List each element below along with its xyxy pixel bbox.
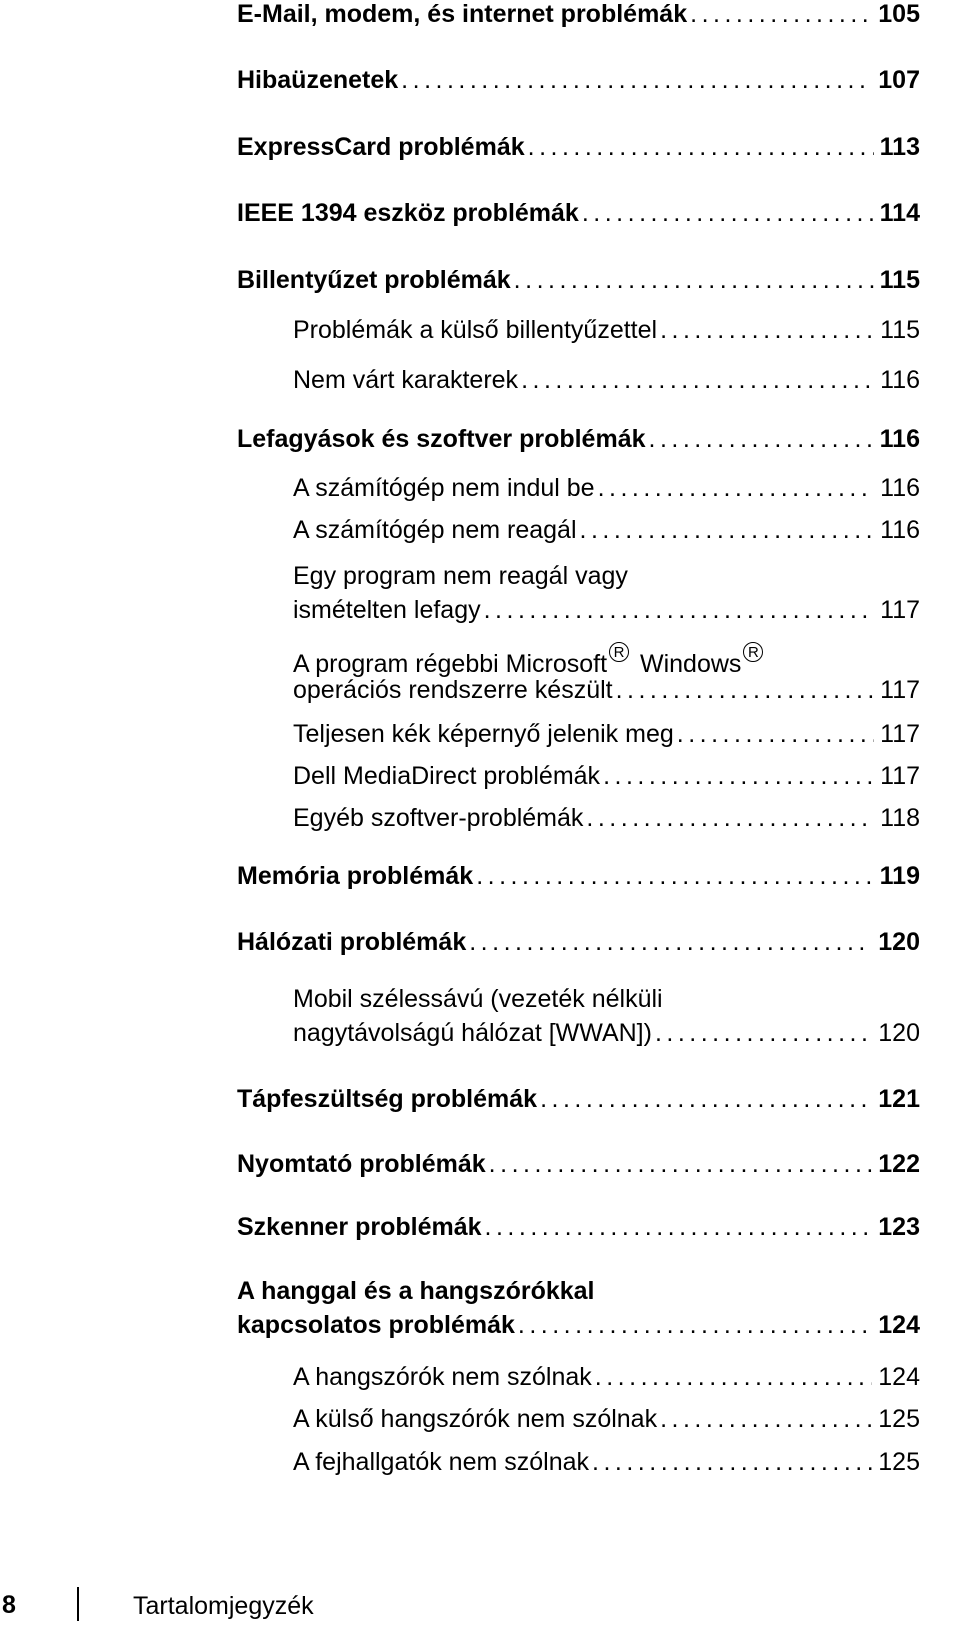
dot-leader	[540, 1085, 872, 1114]
dot-leader	[514, 266, 874, 295]
toc-subentry[interactable]	[293, 720, 920, 749]
toc-entry[interactable]	[237, 1311, 920, 1340]
toc-entry-title: E-Mail, modem, és internet problémák	[237, 0, 688, 28]
toc-entry-title: Problémák a külső billentyűzettel	[293, 316, 658, 344]
dot-leader	[598, 474, 875, 503]
toc-entry[interactable]	[237, 928, 920, 957]
toc-entry-title: ismételten lefagy	[293, 596, 481, 624]
toc-subentry-first-line: Egy program nem reagál vagy	[293, 562, 628, 590]
toc-entry-page: 114	[879, 199, 920, 227]
dot-leader	[489, 1150, 873, 1179]
toc-entry-page: 124	[878, 1311, 920, 1339]
toc-entry-page: 123	[878, 1213, 920, 1241]
microsoft-text: A program régebbi Microsoft	[293, 650, 608, 678]
toc-entry-title: A számítógép nem reagál	[293, 516, 577, 544]
dot-leader	[469, 928, 872, 957]
toc-entry[interactable]	[237, 133, 920, 162]
toc-entry-page: 117	[880, 762, 920, 790]
toc-entry[interactable]	[237, 266, 920, 295]
toc-entry-page: 120	[878, 928, 920, 956]
toc-entry-title: A számítógép nem indul be	[293, 474, 595, 502]
toc-entry-title: IEEE 1394 eszköz problémák	[237, 199, 579, 227]
dot-leader	[592, 1448, 872, 1477]
page-footer	[0, 1587, 960, 1627]
dot-leader	[677, 720, 874, 749]
dot-leader	[401, 66, 872, 95]
toc-subentry[interactable]	[293, 1363, 920, 1392]
toc-entry-page: 124	[878, 1363, 920, 1391]
toc-entry-page: 113	[879, 133, 920, 161]
toc-subentry[interactable]	[293, 676, 920, 705]
dot-leader	[476, 862, 873, 891]
dot-leader	[586, 804, 874, 833]
toc-subentry[interactable]	[293, 316, 920, 345]
dot-leader	[660, 1405, 872, 1434]
toc-entry-title: Dell MediaDirect problémák	[293, 762, 601, 790]
toc-entry[interactable]	[237, 1150, 920, 1179]
footer-divider	[77, 1587, 79, 1621]
toc-entry-title: Tápfeszültség problémák	[237, 1085, 538, 1113]
registered-mark: R	[609, 642, 629, 662]
toc-subentry[interactable]	[293, 596, 920, 625]
toc-entry-title: Nyomtató problémák	[237, 1150, 486, 1178]
toc-entry-page: 119	[879, 862, 920, 890]
toc-entry-title: A külső hangszórók nem szólnak	[293, 1405, 658, 1433]
toc-entry-page: 120	[878, 1019, 920, 1047]
dot-leader	[485, 1213, 873, 1242]
toc-entry-page: 116	[880, 366, 920, 394]
windows-text: Windows	[639, 650, 742, 678]
toc-entry-page: 107	[878, 66, 920, 94]
dot-leader	[690, 0, 872, 29]
toc-entry-page: 118	[880, 804, 920, 832]
dot-leader	[484, 596, 875, 625]
toc-subentry[interactable]	[293, 474, 920, 503]
toc-subentry-first-line: Mobil szélessávú (vezeték nélküli	[293, 985, 663, 1013]
toc-entry-title: Hibaüzenetek	[237, 66, 399, 94]
dot-leader	[580, 516, 875, 545]
toc-entry-first-line: A hanggal és a hangszórókkal	[237, 1277, 595, 1305]
toc-subentry-first-line	[293, 642, 767, 679]
toc-entry-page: 117	[880, 720, 920, 748]
toc-entry[interactable]	[237, 1085, 920, 1114]
dot-leader	[595, 1363, 873, 1392]
dot-leader	[655, 1019, 872, 1048]
toc-entry[interactable]	[237, 66, 920, 95]
toc-entry-title: nagytávolságú hálózat [WWAN])	[293, 1019, 652, 1047]
toc-entry[interactable]	[237, 0, 920, 29]
toc-entry-title: Teljesen kék képernyő jelenik meg	[293, 720, 674, 748]
toc-entry-title: Egyéb szoftver-problémák	[293, 804, 584, 832]
toc-subentry[interactable]	[293, 1019, 920, 1048]
toc-entry[interactable]	[237, 199, 920, 228]
toc-entry-page: 125	[878, 1448, 920, 1476]
toc-entry-page: 105	[878, 0, 920, 28]
toc-entry-title: Nem várt karakterek	[293, 366, 519, 394]
toc-entry-page: 116	[880, 516, 920, 544]
toc-subentry[interactable]	[293, 1448, 920, 1477]
toc-entry[interactable]	[237, 425, 920, 454]
dot-leader	[528, 133, 874, 162]
dot-leader	[521, 366, 874, 395]
toc-entry-page: 121	[878, 1085, 920, 1113]
toc-entry-title: Lefagyások és szoftver problémák	[237, 425, 646, 453]
registered-mark: R	[743, 642, 763, 662]
toc-entry-page: 116	[879, 425, 920, 453]
toc-entry-title: Szkenner problémák	[237, 1213, 482, 1241]
toc-subentry[interactable]	[293, 516, 920, 545]
toc-entry-title: Billentyűzet problémák	[237, 266, 511, 294]
dot-leader	[582, 199, 874, 228]
toc-entry-page: 122	[878, 1150, 920, 1178]
toc-entry[interactable]	[237, 1213, 920, 1242]
footer-section-label: Tartalomjegyzék	[133, 1592, 314, 1620]
toc-subentry[interactable]	[293, 762, 920, 791]
toc-entry-page: 116	[880, 474, 920, 502]
toc-entry-title: A fejhallgatók nem szólnak	[293, 1448, 590, 1476]
toc-entry-page: 115	[880, 316, 920, 344]
toc-entry-title: ExpressCard problémák	[237, 133, 525, 161]
toc-entry-title: operációs rendszerre készült	[293, 676, 613, 704]
toc-subentry[interactable]	[293, 366, 920, 395]
page-number: 8	[2, 1591, 16, 1619]
dot-leader	[649, 425, 874, 454]
toc-entry-page: 117	[880, 596, 920, 624]
toc-entry-title: kapcsolatos problémák	[237, 1311, 515, 1339]
dot-leader	[660, 316, 874, 345]
toc-entry-page: 115	[879, 266, 920, 294]
toc-entry-title: Memória problémák	[237, 862, 474, 890]
dot-leader	[518, 1311, 872, 1340]
toc-entry-page: 117	[880, 676, 920, 704]
toc-entry-title: Hálózati problémák	[237, 928, 467, 956]
dot-leader	[616, 676, 875, 705]
toc-entry[interactable]	[237, 862, 920, 891]
toc-entry-title: A hangszórók nem szólnak	[293, 1363, 592, 1391]
toc-entry-page: 125	[878, 1405, 920, 1433]
dot-leader	[603, 762, 874, 791]
toc-subentry[interactable]	[293, 804, 920, 833]
toc-subentry[interactable]	[293, 1405, 920, 1434]
